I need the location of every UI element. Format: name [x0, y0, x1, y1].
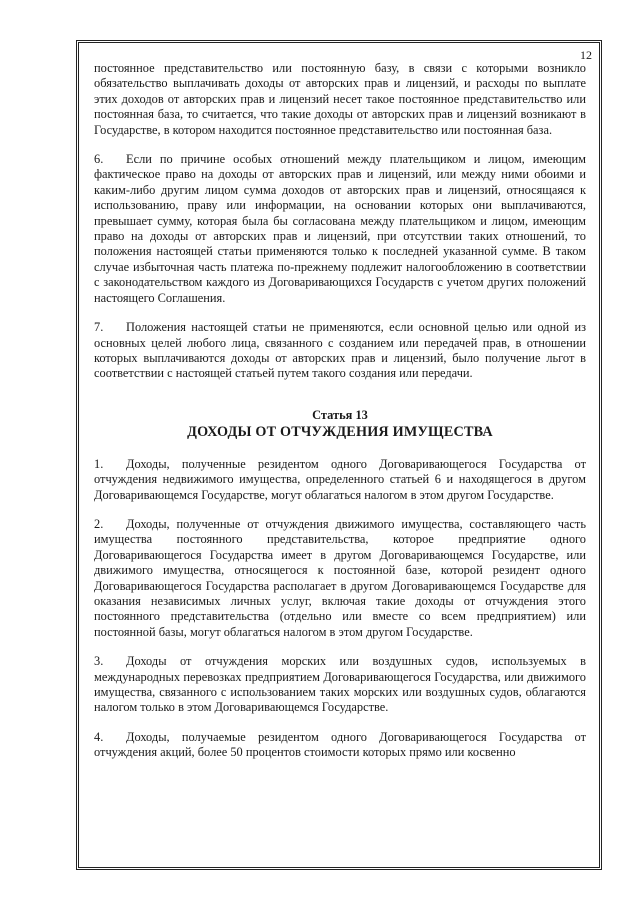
paragraph-number: 3.: [94, 654, 104, 669]
document-body: [94, 61, 586, 775]
paragraph: [94, 457, 586, 503]
page-number: 12: [580, 48, 592, 62]
paragraph: [94, 61, 586, 138]
paragraph-number: 4.: [94, 729, 104, 744]
paragraph-text: Доходы от отчуждения морских или воздушных судов, используемых в международных перевозках предприятием Договаривающегося Государства, или движимого имущества, связанного с использованием таких морских или воздушных судов, облагаются налогом только в этом Договаривающемся Государстве.: [94, 654, 586, 715]
paragraph-number: 7.: [94, 320, 104, 335]
paragraph-text: Доходы, полученные от отчуждения движимого имущества, составляющего часть имущества постоянного представительства, которое предприятие одного Договаривающегося Государства имеет в другом Договаривающемся Государстве, или движимого имущества, относящегося к постоянной базе, которой резидент одного Договаривающегося Государства располагает в другом Договаривающемся Государстве для оказания независимых личных услуг, включая такие доходы от отчуждения этого постоянного представительства (отдельно или вместе со всем предприятием) или постоянной базы, могут облагаться налогом в этом другом Государстве.: [94, 516, 586, 639]
paragraph: [94, 517, 586, 640]
paragraph-text: постоянное представительство или постоянную базу, в связи с которыми возникло обязательство выплачивать доходы от авторских прав и лицензий, и расходы по выплате этих доходов от авторских прав и лицензий несет такое постоянное представительство или постоянная база, то считается, что такие доходы от авторских прав и лицензий возникают в Государстве, в котором находится постоянное представительство или постоянная база.: [94, 61, 586, 137]
paragraph-text: Доходы, получаемые резидентом одного Договаривающегося Государства от отчуждения акций, более 50 процентов стоимости которых прямо или косвенно: [94, 729, 586, 760]
paragraph-text: Положения настоящей статьи не применяются, если основной целью или одной из основных целей любого лица, связанного с созданием или передачей прав, в отношении которых выплачиваются доходы от авторских прав и лицензий, было получение льгот в соответствии с настоящей статьей путем такого создания или передачи.: [94, 320, 586, 381]
paragraph: [94, 320, 586, 382]
paragraph: [94, 654, 586, 716]
article-heading: [94, 408, 586, 441]
paragraph-text: Если по причине особых отношений между плательщиком и лицом, имеющим фактическое право на доходы от авторских прав и лицензий, или между ними обоими и каким-либо другим лицом сумма доходов от авторских прав и лицензий, относящаяся к использованию, праву или информации, на основании которых они выплачиваются, превышает сумму, которая была бы согласована между плательщиком и лицом, имеющим право на доходы от авторских прав и лицензий, при отсутствии таких отношений, то положения настоящей статьи применяются только к последней указанной сумме. В таком случае избыточная часть платежа по-прежнему подлежит налогообложению в соответствии с законодательством каждого из Договаривающихся Государств с учетом других положений настоящего Соглашения.: [94, 152, 586, 305]
paragraph-number: 6.: [94, 152, 104, 167]
paragraph: [94, 152, 586, 306]
article-label: Статья 13: [312, 407, 368, 422]
article-title: ДОХОДЫ ОТ ОТЧУЖДЕНИЯ ИМУЩЕСТВА: [187, 423, 493, 440]
paragraph-number: 1.: [94, 456, 104, 471]
paragraph-text: Доходы, полученные резидентом одного Договаривающегося Государства от отчуждения недвижимого имущества, определенного статьей 6 и находящегося в другом Договаривающемся Государстве, могут облагаться налогом в этом другом Государстве.: [94, 456, 586, 502]
paragraph-number: 2.: [94, 516, 104, 531]
paragraph: [94, 730, 586, 761]
